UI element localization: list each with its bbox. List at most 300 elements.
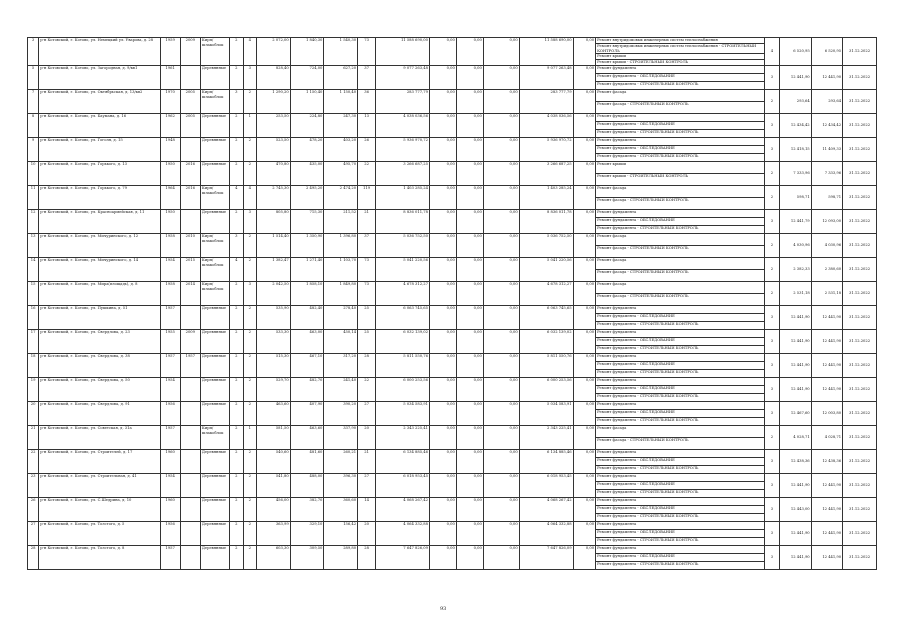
completion-date: 31.12.2022 [843, 426, 877, 450]
table-row [28, 90, 877, 102]
total-area: 463,60 [257, 402, 291, 426]
completion-date: 31.12.2022 [843, 138, 877, 162]
municipal-funds: 0,00 [456, 186, 483, 210]
build-year: 1960 [160, 498, 180, 522]
work-type: Ремонт фундамента [596, 114, 764, 122]
floors-count: 2 [230, 498, 243, 522]
floors-count: 4 [230, 258, 243, 282]
total-cost: 6 032 139,02 [376, 330, 430, 354]
residential-area: 495,70 [324, 162, 358, 186]
completion-date: 31.12.2022 [843, 38, 877, 66]
max-unit-cost: 4 028,71 [811, 426, 842, 450]
reserve-funds: 0,00 [573, 38, 595, 66]
completion-date: 31.12.2022 [843, 402, 877, 426]
floors-count: 2 [230, 114, 243, 138]
work-type: Ремонт фундамента [596, 306, 764, 314]
work-type: Ремонт фасада - СТРОИТЕЛЬНЫЙ КОНТРОЛЬ [596, 102, 764, 114]
unit-cost: 6 520,95 [780, 38, 811, 66]
other-funds: 0,00 [483, 258, 519, 282]
total-area: 540,60 [257, 450, 291, 474]
owner-funds: 4 038 036,56 [519, 114, 573, 138]
municipal-funds: 0,00 [456, 162, 483, 186]
works-count: 3 [764, 522, 780, 546]
completion-date: 31.12.2022 [843, 210, 877, 234]
reconstruction-year: 2005 [180, 114, 200, 138]
total-area: 828,40 [257, 66, 291, 90]
build-year: 1948 [160, 138, 180, 162]
municipal-funds: 0,00 [456, 234, 483, 258]
address: р-н Котовский, г. Котово, ул. Горького, д. 13 [39, 162, 160, 186]
address: р-н Котовский, г. Котово, ул. Мира(площадь), д. 8 [39, 282, 160, 306]
floors-count: 2 [230, 546, 243, 570]
reserve-funds: 0,00 [573, 66, 595, 90]
row-number: 17 [28, 330, 39, 354]
living-area: 435,00 [290, 162, 324, 186]
work-type: Ремонт фундамента - ОБСЛЕДОВАНИЕ [596, 530, 764, 538]
residential-area: 360,60 [324, 498, 358, 522]
work-type: Ремонт фасада [596, 426, 764, 438]
row-number: 20 [28, 402, 39, 426]
residential-area: 1 540,30 [324, 38, 358, 66]
entrances-count: 2 [243, 138, 256, 162]
row-number: 10 [28, 162, 39, 186]
floors-count: 2 [230, 210, 243, 234]
row-number: 13 [28, 234, 39, 258]
work-type: Ремонт фундамента - ОБСЛЕДОВАНИЕ [596, 314, 764, 322]
reserve-funds: 0,00 [573, 90, 595, 114]
total-area: 456,00 [257, 498, 291, 522]
reserve-funds: 0,00 [573, 282, 595, 306]
reconstruction-year: 2016 [180, 186, 200, 210]
wall-material: Деревянные [200, 450, 229, 474]
max-unit-cost: 12 441,90 [811, 354, 842, 378]
works-count: 3 [764, 402, 780, 426]
reconstruction-year: 2015 [180, 258, 200, 282]
municipal-funds: 0,00 [456, 498, 483, 522]
wall-material: Деревянные [200, 522, 229, 546]
wall-material: Кирп/шлакоблок [200, 90, 229, 114]
work-type: Ремонт фасада [596, 234, 764, 246]
total-cost: 5 034 583,91 [376, 402, 430, 426]
wall-material: Кирп/шлакоблок [200, 282, 229, 306]
residential-area: 1 396,80 [324, 234, 358, 258]
address: р-н Котовский, г. Котово, ул. Горького, д. 79 [39, 186, 160, 210]
work-type: Ремонт фундамента - ОБСЛЕДОВАНИЕ [596, 410, 764, 418]
residents-count: 22 [358, 162, 376, 186]
owner-funds: 5 034 583,91 [519, 402, 573, 426]
works-count: 2 [764, 162, 780, 186]
work-type: Ремонт фундамента - СТРОИТЕЛЬНЫЙ КОНТРОЛЬ [596, 346, 764, 354]
build-year: 1970 [160, 90, 180, 114]
other-funds: 0,00 [483, 330, 519, 354]
residential-area: 337,90 [324, 426, 358, 450]
work-type: Ремонт крыши - СТРОИТЕЛЬНЫЙ КОНТРОЛЬ [596, 60, 764, 66]
work-type: Ремонт фундамента - ОБСЛЕДОВАНИЕ [596, 506, 764, 514]
work-type: Ремонт фасада - СТРОИТЕЛЬНЫЙ КОНТРОЛЬ [596, 438, 764, 450]
total-area: 363,99 [257, 522, 291, 546]
other-funds: 0,00 [483, 162, 519, 186]
residents-count: 20 [358, 426, 376, 450]
unit-cost: 12 441,90 [780, 474, 811, 498]
build-year: 1950 [160, 162, 180, 186]
wall-material: Деревянные [200, 66, 229, 90]
total-area: 470,80 [257, 162, 291, 186]
other-funds: 0,00 [483, 114, 519, 138]
reconstruction-year [180, 426, 200, 450]
entrances-count: 3 [243, 210, 256, 234]
address: р-н Котовский, г. Котово, ул. Октябрьская, д. 13/кв2 [39, 90, 160, 114]
total-cost: 6 063 745,65 [376, 306, 430, 330]
floors-count: 2 [230, 38, 243, 66]
living-area: 482,40 [290, 306, 324, 330]
regional-funds: 0,00 [429, 258, 456, 282]
table-row [28, 282, 877, 294]
municipal-funds: 0,00 [456, 378, 483, 402]
other-funds: 0,00 [483, 402, 519, 426]
entrances-count: 2 [243, 330, 256, 354]
municipal-funds: 0,00 [456, 522, 483, 546]
living-area: 1 858,10 [290, 282, 324, 306]
work-type: Ремонт фундамента - СТРОИТЕЛЬНЫЙ КОНТРОЛЬ [596, 394, 764, 402]
living-area: 488,00 [290, 474, 324, 498]
residents-count: 14 [358, 498, 376, 522]
wall-material: Деревянные [200, 210, 229, 234]
entrances-count: 4 [243, 186, 256, 210]
residents-count: 73 [358, 258, 376, 282]
works-count: 3 [764, 138, 780, 162]
total-cost: 1 403 285,24 [376, 186, 430, 210]
page-number: 93 [440, 606, 447, 612]
other-funds: 0,00 [483, 66, 519, 90]
reserve-funds: 0,00 [573, 114, 595, 138]
other-funds: 0,00 [483, 354, 519, 378]
work-type: Ремонт фундамента - ОБСЛЕДОВАНИЕ [596, 146, 764, 154]
work-type: Ремонт фасада - СТРОИТЕЛЬНЫЙ КОНТРОЛЬ [596, 198, 764, 210]
unit-cost: 12 438,36 [780, 450, 811, 474]
floors-count: 2 [230, 138, 243, 162]
residents-count: 22 [358, 378, 376, 402]
unit-cost: 12 441,90 [780, 546, 811, 570]
residents-count: 36 [358, 90, 376, 114]
unit-cost: 2 531,18 [780, 282, 811, 306]
works-count: 3 [764, 450, 780, 474]
owner-funds: 2 343 225,41 [519, 426, 573, 450]
floors-count: 2 [230, 450, 243, 474]
floors-count: 4 [230, 186, 243, 210]
municipal-funds: 0,00 [456, 210, 483, 234]
floors-count: 2 [230, 306, 243, 330]
total-cost: 4 038 036,56 [376, 114, 430, 138]
wall-material: Кирп/шлакоблок [200, 258, 229, 282]
work-type: Ремонт фундамента [596, 330, 764, 338]
row-number: 12 [28, 210, 39, 234]
regional-funds: 0,00 [429, 282, 456, 306]
work-type: Ремонт фундамента - СТРОИТЕЛЬНЫЙ КОНТРОЛЬ [596, 154, 764, 162]
wall-material: Кирп/шлакоблок [200, 38, 229, 66]
municipal-funds: 0,00 [456, 474, 483, 498]
completion-date: 31.12.2022 [843, 522, 877, 546]
living-area: 329,10 [290, 522, 324, 546]
row-number: 27 [28, 522, 39, 546]
table-row [28, 234, 877, 246]
residential-area: 278,40 [324, 306, 358, 330]
residential-area: 627,20 [324, 66, 358, 90]
max-unit-cost: 12 441,90 [811, 378, 842, 402]
completion-date: 31.12.2022 [843, 498, 877, 522]
residential-area: 289,80 [324, 546, 358, 570]
regional-funds: 0,00 [429, 234, 456, 258]
work-type: Ремонт внутридомовых инженерных систем теплоснабжения - СТРОИТЕЛЬНЫЙ КОНТРОЛЬ [596, 44, 764, 54]
reconstruction-year [180, 210, 200, 234]
municipal-funds: 0,00 [456, 90, 483, 114]
owner-funds: 6 134 885,46 [519, 450, 573, 474]
residential-area: 260,21 [324, 450, 358, 474]
floors-count: 2 [230, 522, 243, 546]
regional-funds: 0,00 [429, 162, 456, 186]
total-cost: 5 811 550,76 [376, 354, 430, 378]
total-area: 541,80 [257, 474, 291, 498]
total-area: 253,50 [257, 114, 291, 138]
reserve-funds: 0,00 [573, 162, 595, 186]
regional-funds: 0,00 [429, 498, 456, 522]
total-area: 603,30 [257, 546, 291, 570]
owner-funds: 4 678 312,27 [519, 282, 573, 306]
works-count: 2 [764, 186, 780, 210]
residential-area: 396,30 [324, 474, 358, 498]
entrances-count: 2 [243, 474, 256, 498]
owner-funds: 1 403 285,24 [519, 186, 573, 210]
max-unit-cost: 12 441,90 [811, 330, 842, 354]
build-year: 1957 [160, 426, 180, 450]
entrances-count: 2 [243, 402, 256, 426]
build-year: 1957 [160, 306, 180, 330]
row-number: 3 [28, 38, 39, 66]
residents-count: 119 [358, 186, 376, 210]
residents-count: 25 [358, 330, 376, 354]
unit-cost: 4 030,96 [780, 234, 811, 258]
work-type: Ремонт фундамента - ОБСЛЕДОВАНИЕ [596, 482, 764, 490]
address: р-н Котовский, г. Котово, ул. Советская, д. 31а [39, 426, 160, 450]
total-area: 533,30 [257, 330, 291, 354]
row-number: 28 [28, 546, 39, 570]
row-number: 19 [28, 378, 39, 402]
reconstruction-year [180, 498, 200, 522]
work-type: Ремонт фундамента - СТРОИТЕЛЬНЫЙ КОНТРОЛЬ [596, 322, 764, 330]
build-year: 1957 [160, 354, 180, 378]
owner-funds: 7 647 826,09 [519, 546, 573, 570]
unit-cost: 12 467,60 [780, 402, 811, 426]
total-cost: 4 064 332,88 [376, 522, 430, 546]
municipal-funds: 0,00 [456, 546, 483, 570]
total-area: 581,50 [257, 426, 291, 450]
regional-funds: 0,00 [429, 450, 456, 474]
address: р-н Котовский, г. Котово, ул. Свердлова, д. 91 [39, 402, 160, 426]
wall-material: Кирп/шлакоблок [200, 186, 229, 210]
total-area: 515,30 [257, 354, 291, 378]
address: р-н Котовский, г. Котово, ул. Загородная, д. 9/кв1 [39, 66, 160, 90]
build-year: 1958 [160, 282, 180, 306]
entrances-count: 2 [243, 354, 256, 378]
total-cost: 3 266 687,25 [376, 162, 430, 186]
residential-area: 247,30 [324, 114, 358, 138]
row-number: 11 [28, 186, 39, 210]
wall-material: Деревянные [200, 306, 229, 330]
total-cost: 5 936 970,72 [376, 138, 430, 162]
reconstruction-year: 2009 [180, 38, 200, 66]
table-row [28, 474, 877, 482]
regional-funds: 0,00 [429, 90, 456, 114]
owner-funds: 5 811 550,76 [519, 354, 573, 378]
work-type: Ремонт фасада [596, 282, 764, 294]
residential-area: 450,14 [324, 330, 358, 354]
max-unit-cost: 12 441,90 [811, 66, 842, 90]
total-cost: 2 343 225,41 [376, 426, 430, 450]
reserve-funds: 0,00 [573, 474, 595, 498]
residents-count: 21 [358, 450, 376, 474]
owner-funds: 6 032 139,02 [519, 330, 573, 354]
living-area: 463,60 [290, 426, 324, 450]
wall-material: Деревянные [200, 114, 229, 138]
row-number: 5 [28, 66, 39, 90]
other-funds: 0,00 [483, 306, 519, 330]
reconstruction-year: 2014 [180, 282, 200, 306]
work-type: Ремонт фасада - СТРОИТЕЛЬНЫЙ КОНТРОЛЬ [596, 270, 764, 282]
other-funds: 0,00 [483, 282, 519, 306]
build-year: 1960 [160, 450, 180, 474]
municipal-funds: 0,00 [456, 402, 483, 426]
table-row [28, 450, 877, 458]
residents-count: 21 [358, 210, 376, 234]
max-unit-cost: 11 409,33 [811, 138, 842, 162]
table-row [28, 378, 877, 386]
works-count: 3 [764, 474, 780, 498]
work-type: Ремонт фундамента - ОБСЛЕДОВАНИЕ [596, 458, 764, 466]
works-count: 2 [764, 234, 780, 258]
table-row [28, 354, 877, 362]
work-type: Ремонт фасада [596, 90, 764, 102]
municipal-funds: 0,00 [456, 426, 483, 450]
entrances-count: 2 [243, 258, 256, 282]
reserve-funds: 0,00 [573, 234, 595, 258]
residents-count: 28 [358, 354, 376, 378]
row-number: 18 [28, 354, 39, 378]
work-type: Ремонт фундамента [596, 378, 764, 386]
works-count: 3 [764, 330, 780, 354]
wall-material: Деревянные [200, 474, 229, 498]
works-count: 3 [764, 354, 780, 378]
residents-count: 28 [358, 546, 376, 570]
work-type: Ремонт фундамента [596, 354, 764, 362]
max-unit-cost: 12 441,90 [811, 522, 842, 546]
municipal-funds: 0,00 [456, 258, 483, 282]
work-type: Ремонт фундамента - СТРОИТЕЛЬНЫЙ КОНТРОЛЬ [596, 538, 764, 546]
work-type: Ремонт фундамента - СТРОИТЕЛЬНЫЙ КОНТРОЛЬ [596, 514, 764, 522]
work-type: Ремонт фундамента - СТРОИТЕЛЬНЫЙ КОНТРОЛЬ [596, 418, 764, 426]
floors-count: 2 [230, 66, 243, 90]
table-row [28, 162, 877, 174]
floors-count: 2 [230, 162, 243, 186]
row-number: 22 [28, 450, 39, 474]
reconstruction-year [180, 402, 200, 426]
reconstruction-year [180, 474, 200, 498]
reconstruction-year: 2010 [180, 234, 200, 258]
work-type: Ремонт фундамента [596, 498, 764, 506]
living-area: 1 271,40 [290, 258, 324, 282]
build-year: 1954 [160, 474, 180, 498]
build-year: 1950 [160, 210, 180, 234]
floors-count: 2 [230, 378, 243, 402]
living-area: 407,90 [290, 402, 324, 426]
build-year: 1955 [160, 330, 180, 354]
floors-count: 2 [230, 426, 243, 450]
residents-count: 37 [358, 234, 376, 258]
entrances-count: 1 [243, 426, 256, 450]
reserve-funds: 0,00 [573, 210, 595, 234]
address: р-н Котовский, г. Котово, ул. С.Шедрина, д. 10 [39, 498, 160, 522]
living-area: 467,10 [290, 354, 324, 378]
municipal-funds: 0,00 [456, 306, 483, 330]
total-cost: 5 041 220,56 [376, 258, 430, 282]
entrances-count: 2 [243, 546, 256, 570]
regional-funds: 0,00 [429, 354, 456, 378]
total-cost: 283 777,79 [376, 90, 430, 114]
residential-area: 1 849,80 [324, 282, 358, 306]
build-year: 1964 [160, 186, 180, 210]
residents-count: 26 [358, 138, 376, 162]
owner-funds: 5 041 220,56 [519, 258, 573, 282]
unit-cost: 12 443,00 [780, 498, 811, 522]
owner-funds: 6 000 253,56 [519, 378, 573, 402]
work-type: Ремонт фундамента - СТРОИТЕЛЬНЫЙ КОНТРОЛЬ [596, 130, 764, 138]
regional-funds: 0,00 [429, 402, 456, 426]
table-row [28, 114, 877, 122]
living-area: 482,70 [290, 378, 324, 402]
residential-area: 403,20 [324, 138, 358, 162]
wall-material: Кирп/шлакоблок [200, 234, 229, 258]
living-area: 1 840,30 [290, 38, 324, 66]
owner-funds: 6 018 953,45 [519, 474, 573, 498]
works-count: 3 [764, 498, 780, 522]
floors-count: 2 [230, 354, 243, 378]
wall-material: Деревянные [200, 402, 229, 426]
unit-cost: 12 441,90 [780, 522, 811, 546]
reconstruction-year: 2009 [180, 330, 200, 354]
works-count: 4 [764, 38, 780, 66]
address: р-н Котовский, г. Котово, ул. Баумана, д. 16 [39, 114, 160, 138]
unit-cost: 12 441,90 [780, 66, 811, 90]
regional-funds: 0,00 [429, 378, 456, 402]
regional-funds: 0,00 [429, 546, 456, 570]
reserve-funds: 0,00 [573, 546, 595, 570]
build-year: 1962 [160, 114, 180, 138]
address: р-н Котовский, г. Котово, ул. Свердлова, д. 38 [39, 354, 160, 378]
unit-cost: 12 418,15 [780, 138, 811, 162]
total-cost: 4 678 312,27 [376, 282, 430, 306]
work-type: Ремонт фундамента [596, 138, 764, 146]
work-type: Ремонт фундамента - ОБСЛЕДОВАНИЕ [596, 386, 764, 394]
max-unit-cost: 12 434,42 [811, 114, 842, 138]
owner-funds: 4 064 332,88 [519, 522, 573, 546]
works-count: 3 [764, 210, 780, 234]
address: р-н Котовский, г. Котово, ул. Толстого, д. 8 [39, 546, 160, 570]
max-unit-cost: 12 438,36 [811, 450, 842, 474]
address: р-н Котовский, г. Котово, ул. Строителей, д. 17 [39, 450, 160, 474]
entrances-count: 2 [243, 522, 256, 546]
municipal-funds: 0,00 [456, 66, 483, 90]
living-area: 382,70 [290, 498, 324, 522]
completion-date: 31.12.2022 [843, 378, 877, 402]
residents-count: 27 [358, 402, 376, 426]
